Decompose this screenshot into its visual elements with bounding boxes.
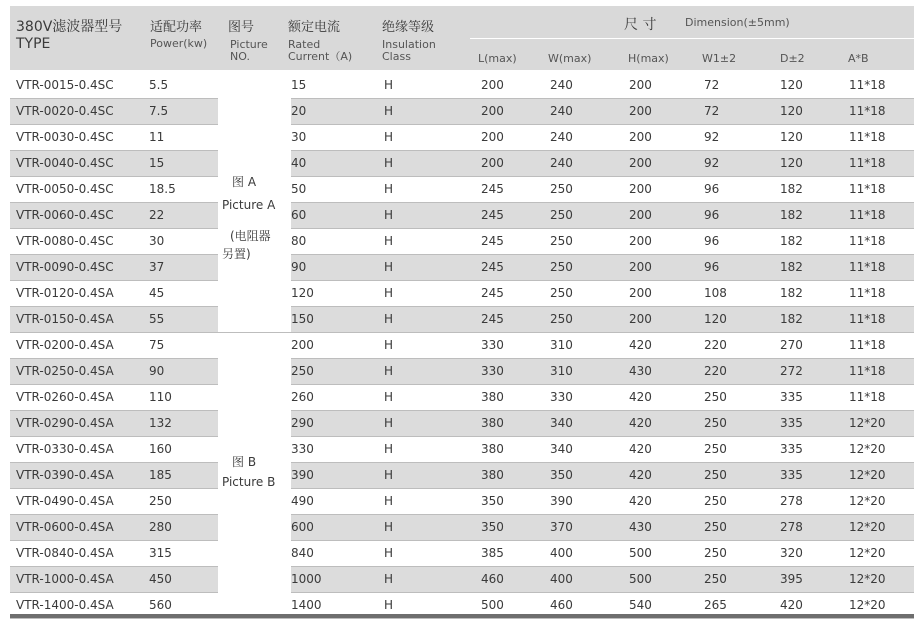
current-cell: 260	[291, 390, 314, 404]
type-cell: VTR-0200-0.4SA	[16, 338, 114, 352]
dim-col-d: D±2	[780, 52, 805, 65]
ab-cell: 12*20	[849, 572, 886, 586]
d-cell: 270	[780, 338, 803, 352]
type-cell: VTR-0120-0.4SA	[16, 286, 114, 300]
power-cell: 55	[149, 312, 165, 326]
table-row	[10, 463, 914, 489]
current-header-en1: Rated	[288, 38, 321, 51]
power-cell: 45	[149, 286, 165, 300]
current-cell: 80	[291, 234, 307, 248]
h-cell: 200	[629, 286, 652, 300]
type-cell: VTR-0250-0.4SA	[16, 364, 114, 378]
type-cell: VTR-0490-0.4SA	[16, 494, 114, 508]
w-cell: 240	[550, 156, 573, 170]
l-cell: 385	[481, 546, 504, 560]
ab-cell: 11*18	[849, 156, 886, 170]
insulation-cell: H	[384, 78, 394, 92]
l-cell: 350	[481, 520, 504, 534]
picture-a-label: 另置)	[222, 247, 251, 261]
insulation-header-en2: Class	[382, 50, 411, 63]
w1-cell: 220	[704, 364, 727, 378]
picture-header-en2: NO.	[230, 50, 250, 63]
d-cell: 272	[780, 364, 803, 378]
insulation-cell: H	[384, 494, 394, 508]
ab-cell: 11*18	[849, 364, 886, 378]
type-cell: VTR-0020-0.4SC	[16, 104, 114, 118]
power-cell: 37	[149, 260, 165, 274]
w1-cell: 220	[704, 338, 727, 352]
d-cell: 335	[780, 390, 803, 404]
w1-cell: 250	[704, 546, 727, 560]
ab-cell: 11*18	[849, 312, 886, 326]
w-cell: 240	[550, 78, 573, 92]
h-cell: 200	[629, 208, 652, 222]
power-cell: 5.5	[149, 78, 169, 92]
insulation-cell: H	[384, 520, 394, 534]
l-cell: 245	[481, 234, 504, 248]
table-row	[10, 333, 914, 359]
dim-col-ab: A*B	[848, 52, 869, 65]
h-cell: 200	[629, 260, 652, 274]
insulation-cell: H	[384, 364, 394, 378]
insulation-cell: H	[384, 572, 394, 586]
power-cell: 280	[149, 520, 172, 534]
dim-col-h: H(max)	[628, 52, 669, 65]
type-cell: VTR-1000-0.4SA	[16, 572, 114, 586]
l-cell: 245	[481, 182, 504, 196]
d-cell: 335	[780, 468, 803, 482]
w1-cell: 92	[704, 156, 720, 170]
type-cell: VTR-0390-0.4SA	[16, 468, 114, 482]
d-cell: 120	[780, 104, 803, 118]
power-cell: 30	[149, 234, 165, 248]
type-cell: VTR-0030-0.4SC	[16, 130, 114, 144]
l-cell: 330	[481, 338, 504, 352]
w1-cell: 72	[704, 78, 720, 92]
w-cell: 240	[550, 104, 573, 118]
power-cell: 110	[149, 390, 172, 404]
d-cell: 182	[780, 312, 803, 326]
table-row	[10, 567, 914, 593]
picture-header-en1: Picture	[230, 38, 268, 51]
l-cell: 380	[481, 390, 504, 404]
h-cell: 420	[629, 416, 652, 430]
d-cell: 278	[780, 520, 803, 534]
ab-cell: 12*20	[849, 468, 886, 482]
power-cell: 15	[149, 156, 165, 170]
w-cell: 310	[550, 338, 573, 352]
current-cell: 490	[291, 494, 314, 508]
l-cell: 245	[481, 312, 504, 326]
ab-cell: 11*18	[849, 234, 886, 248]
ab-cell: 11*18	[849, 260, 886, 274]
w-cell: 240	[550, 130, 573, 144]
h-cell: 200	[629, 156, 652, 170]
current-cell: 600	[291, 520, 314, 534]
w-cell: 250	[550, 182, 573, 196]
type-cell: VTR-0040-0.4SC	[16, 156, 114, 170]
h-cell: 500	[629, 572, 652, 586]
w-cell: 250	[550, 260, 573, 274]
type-cell: VTR-0150-0.4SA	[16, 312, 114, 326]
type-cell: VTR-0330-0.4SA	[16, 442, 114, 456]
power-cell: 132	[149, 416, 172, 430]
h-cell: 200	[629, 182, 652, 196]
current-cell: 290	[291, 416, 314, 430]
w1-cell: 108	[704, 286, 727, 300]
l-cell: 245	[481, 260, 504, 274]
insulation-cell: H	[384, 260, 394, 274]
insulation-cell: H	[384, 182, 394, 196]
current-cell: 390	[291, 468, 314, 482]
current-cell: 1000	[291, 572, 322, 586]
current-cell: 330	[291, 442, 314, 456]
current-cell: 90	[291, 260, 307, 274]
l-cell: 330	[481, 364, 504, 378]
current-header-en2: Current（A)	[288, 50, 353, 63]
ab-cell: 11*18	[849, 208, 886, 222]
current-cell: 840	[291, 546, 314, 560]
current-cell: 200	[291, 338, 314, 352]
l-cell: 380	[481, 468, 504, 482]
w1-cell: 250	[704, 520, 727, 534]
ab-cell: 12*20	[849, 520, 886, 534]
h-cell: 200	[629, 234, 652, 248]
table-row	[10, 73, 914, 99]
power-cell: 160	[149, 442, 172, 456]
l-cell: 200	[481, 156, 504, 170]
type-cell: VTR-0090-0.4SC	[16, 260, 114, 274]
w1-cell: 250	[704, 494, 727, 508]
power-cell: 250	[149, 494, 172, 508]
table-row	[10, 541, 914, 567]
table-row	[10, 151, 914, 177]
l-cell: 245	[481, 208, 504, 222]
w1-cell: 96	[704, 208, 720, 222]
w-cell: 390	[550, 494, 573, 508]
l-cell: 245	[481, 286, 504, 300]
power-cell: 18.5	[149, 182, 176, 196]
current-cell: 60	[291, 208, 307, 222]
w-cell: 250	[550, 208, 573, 222]
dim-col-w1: W1±2	[702, 52, 737, 65]
w-cell: 250	[550, 234, 573, 248]
dim-col-w: W(max)	[548, 52, 592, 65]
current-cell: 120	[291, 286, 314, 300]
power-cell: 450	[149, 572, 172, 586]
dim-col-l: L(max)	[478, 52, 517, 65]
type-cell: VTR-0840-0.4SA	[16, 546, 114, 560]
insulation-cell: H	[384, 598, 394, 612]
w1-cell: 250	[704, 416, 727, 430]
ab-cell: 11*18	[849, 390, 886, 404]
power-cell: 315	[149, 546, 172, 560]
table-row	[10, 437, 914, 463]
d-cell: 420	[780, 598, 803, 612]
d-cell: 278	[780, 494, 803, 508]
type-cell: VTR-1400-0.4SA	[16, 598, 114, 612]
type-cell: VTR-0260-0.4SA	[16, 390, 114, 404]
current-cell: 40	[291, 156, 307, 170]
ab-cell: 11*18	[849, 130, 886, 144]
power-cell: 90	[149, 364, 165, 378]
d-cell: 395	[780, 572, 803, 586]
insulation-cell: H	[384, 390, 394, 404]
picture-a-label: Picture A	[222, 198, 276, 212]
ab-cell: 12*20	[849, 546, 886, 560]
insulation-cell: H	[384, 416, 394, 430]
ab-cell: 12*20	[849, 416, 886, 430]
w1-cell: 250	[704, 572, 727, 586]
picture-b-label: Picture B	[222, 475, 276, 489]
ab-cell: 11*18	[849, 78, 886, 92]
h-cell: 200	[629, 130, 652, 144]
d-cell: 182	[780, 260, 803, 274]
type-header-cn: 380V滤波器型号	[16, 19, 123, 35]
power-cell: 75	[149, 338, 165, 352]
h-cell: 200	[629, 312, 652, 326]
power-cell: 22	[149, 208, 165, 222]
insulation-cell: H	[384, 286, 394, 300]
table-row	[10, 359, 914, 385]
insulation-cell: H	[384, 468, 394, 482]
dimension-divider	[470, 38, 914, 39]
power-header-en: Power(kw)	[150, 37, 208, 50]
w-cell: 340	[550, 442, 573, 456]
h-cell: 430	[629, 364, 652, 378]
current-cell: 30	[291, 130, 307, 144]
h-cell: 420	[629, 338, 652, 352]
power-cell: 560	[149, 598, 172, 612]
table-row	[10, 255, 914, 281]
h-cell: 200	[629, 104, 652, 118]
power-cell: 185	[149, 468, 172, 482]
w1-cell: 96	[704, 260, 720, 274]
current-cell: 15	[291, 78, 307, 92]
picture-a-label: (电阻器	[230, 229, 271, 243]
w1-cell: 250	[704, 442, 727, 456]
w-cell: 400	[550, 546, 573, 560]
table-row	[10, 203, 914, 229]
w1-cell: 250	[704, 468, 727, 482]
w1-cell: 250	[704, 390, 727, 404]
type-cell: VTR-0600-0.4SA	[16, 520, 114, 534]
ab-cell: 11*18	[849, 286, 886, 300]
insulation-cell: H	[384, 104, 394, 118]
table-row	[10, 281, 914, 307]
d-cell: 182	[780, 286, 803, 300]
h-cell: 430	[629, 520, 652, 534]
l-cell: 380	[481, 442, 504, 456]
w1-cell: 72	[704, 104, 720, 118]
d-cell: 335	[780, 442, 803, 456]
table-row	[10, 229, 914, 255]
h-cell: 420	[629, 494, 652, 508]
d-cell: 182	[780, 208, 803, 222]
picture-b-cell	[218, 333, 291, 618]
table-row	[10, 515, 914, 541]
d-cell: 120	[780, 156, 803, 170]
table-row	[10, 385, 914, 411]
type-cell: VTR-0050-0.4SC	[16, 182, 114, 196]
l-cell: 380	[481, 416, 504, 430]
ab-cell: 12*20	[849, 494, 886, 508]
w-cell: 460	[550, 598, 573, 612]
insulation-cell: H	[384, 442, 394, 456]
ab-cell: 12*20	[849, 442, 886, 456]
table-row	[10, 489, 914, 515]
h-cell: 420	[629, 390, 652, 404]
power-header-cn: 适配功率	[150, 20, 203, 35]
insulation-cell: H	[384, 312, 394, 326]
insulation-cell: H	[384, 208, 394, 222]
w1-cell: 265	[704, 598, 727, 612]
w-cell: 400	[550, 572, 573, 586]
l-cell: 200	[481, 130, 504, 144]
insulation-cell: H	[384, 546, 394, 560]
h-cell: 420	[629, 442, 652, 456]
h-cell: 420	[629, 468, 652, 482]
d-cell: 120	[780, 130, 803, 144]
l-cell: 350	[481, 494, 504, 508]
w1-cell: 120	[704, 312, 727, 326]
type-cell: VTR-0015-0.4SC	[16, 78, 114, 92]
table-row	[10, 99, 914, 125]
w1-cell: 92	[704, 130, 720, 144]
h-cell: 200	[629, 78, 652, 92]
insulation-header-en1: Insulation	[382, 38, 436, 51]
table-row	[10, 411, 914, 437]
type-cell: VTR-0080-0.4SC	[16, 234, 114, 248]
current-cell: 50	[291, 182, 307, 196]
picture-a-cell	[218, 73, 291, 333]
picture-b-label: 图 B	[232, 455, 257, 469]
ab-cell: 11*18	[849, 338, 886, 352]
power-cell: 7.5	[149, 104, 169, 118]
current-cell: 250	[291, 364, 314, 378]
insulation-cell: H	[384, 130, 394, 144]
insulation-header-cn: 绝缘等级	[382, 20, 435, 35]
picture-a-label: 图 A	[232, 175, 257, 189]
ab-cell: 11*18	[849, 182, 886, 196]
d-cell: 120	[780, 78, 803, 92]
w-cell: 250	[550, 312, 573, 326]
current-cell: 20	[291, 104, 307, 118]
l-cell: 200	[481, 104, 504, 118]
ab-cell: 11*18	[849, 104, 886, 118]
l-cell: 200	[481, 78, 504, 92]
picture-header-cn: 图号	[228, 20, 255, 35]
l-cell: 500	[481, 598, 504, 612]
current-cell: 1400	[291, 598, 322, 612]
d-cell: 182	[780, 182, 803, 196]
table-row	[10, 125, 914, 151]
type-cell: VTR-0290-0.4SA	[16, 416, 114, 430]
table-row	[10, 177, 914, 203]
dimension-header-en: Dimension(±5mm)	[685, 16, 790, 29]
table-row	[10, 307, 914, 333]
w-cell: 250	[550, 286, 573, 300]
w-cell: 340	[550, 416, 573, 430]
d-cell: 335	[780, 416, 803, 430]
dimension-header-cn: 尺 寸	[624, 17, 657, 33]
l-cell: 460	[481, 572, 504, 586]
type-cell: VTR-0060-0.4SC	[16, 208, 114, 222]
h-cell: 540	[629, 598, 652, 612]
w-cell: 370	[550, 520, 573, 534]
d-cell: 320	[780, 546, 803, 560]
w-cell: 330	[550, 390, 573, 404]
current-cell: 150	[291, 312, 314, 326]
h-cell: 500	[629, 546, 652, 560]
w1-cell: 96	[704, 234, 720, 248]
insulation-cell: H	[384, 338, 394, 352]
type-header-en: TYPE	[16, 36, 51, 52]
ab-cell: 12*20	[849, 598, 886, 612]
power-cell: 11	[149, 130, 165, 144]
insulation-cell: H	[384, 234, 394, 248]
current-header-cn: 额定电流	[288, 20, 341, 35]
w-cell: 310	[550, 364, 573, 378]
w-cell: 350	[550, 468, 573, 482]
table-bottom-rule	[10, 614, 914, 618]
insulation-cell: H	[384, 156, 394, 170]
d-cell: 182	[780, 234, 803, 248]
w1-cell: 96	[704, 182, 720, 196]
